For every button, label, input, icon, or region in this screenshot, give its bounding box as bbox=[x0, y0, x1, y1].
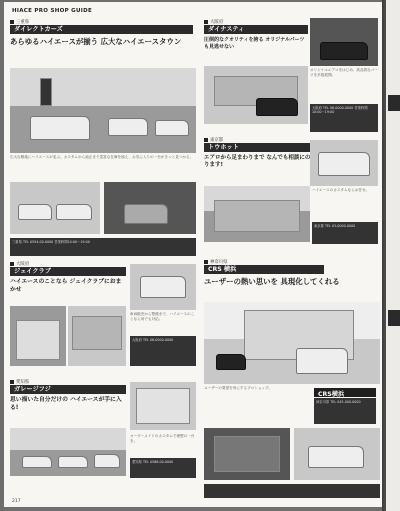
shop-address: 東京都 TEL 03-0000-0000 bbox=[312, 222, 378, 244]
page-tab bbox=[388, 310, 400, 326]
page-header: HIACE PRO SHOP GUIDE bbox=[12, 8, 93, 14]
shop-photo bbox=[130, 264, 196, 310]
shop-name: ジェイクラブ bbox=[10, 267, 126, 276]
shop-photo bbox=[10, 68, 196, 153]
shop-region: 神奈川県 bbox=[204, 258, 380, 265]
shop-garage-fuji bbox=[10, 378, 126, 426]
shop-photo bbox=[68, 306, 126, 366]
shop-description: オーダーメイドのカスタムで理想の一台を。 bbox=[130, 434, 195, 443]
shop-address: 大阪府 TEL 06-0000-0000 bbox=[130, 336, 196, 366]
shop-region: 三重県 bbox=[10, 18, 193, 25]
region-marker-icon bbox=[10, 262, 14, 266]
shop-touhot bbox=[204, 136, 314, 180]
region-marker-icon bbox=[204, 20, 208, 24]
shop-name: ガレージフジ bbox=[10, 385, 126, 394]
shop-region: 東京都 bbox=[204, 136, 314, 143]
shop-photo bbox=[104, 182, 196, 234]
shop-description: ハイエースのカスタムならお任せ。 bbox=[312, 188, 370, 192]
shop-address: 神奈川県 TEL 045-000-0000 bbox=[314, 398, 376, 424]
shop-region: 大阪府 bbox=[204, 18, 308, 25]
page-tab bbox=[388, 95, 400, 111]
shop-crs-yokohama bbox=[204, 258, 380, 302]
shop-address: 三重県 TEL 0594-00-0000 営業時間10:00〜19:00 bbox=[10, 238, 196, 256]
crs-badge: CRS横浜 bbox=[314, 388, 376, 397]
shop-j-club bbox=[10, 260, 126, 304]
shop-address: 愛知県 TEL 0566-00-0000 bbox=[130, 458, 196, 478]
shop-name: ダイレクトカーズ bbox=[10, 25, 193, 34]
shop-photo bbox=[204, 428, 290, 480]
shop-photo bbox=[10, 182, 100, 234]
shop-photo bbox=[204, 302, 380, 384]
region-marker-icon bbox=[10, 380, 14, 384]
shop-photo bbox=[310, 140, 378, 186]
region-marker-icon bbox=[204, 138, 208, 142]
shop-photo bbox=[310, 18, 378, 66]
next-page-edge bbox=[386, 0, 400, 511]
shop-footer-info bbox=[204, 484, 380, 498]
shop-region: 大阪府 bbox=[10, 260, 126, 267]
shop-address: 大阪府 TEL 06-0000-0000 営業時間10:00〜19:00 bbox=[310, 104, 378, 132]
page-number: 217 bbox=[12, 499, 21, 504]
shop-name: CRS 横浜 bbox=[204, 265, 324, 274]
shop-photo bbox=[130, 382, 196, 430]
shop-catchphrase: ハイエースのことなら ジェイクラブにおまかせ bbox=[10, 279, 122, 293]
shop-photo bbox=[204, 186, 310, 242]
region-marker-icon bbox=[10, 20, 14, 24]
shop-description: オリジナルエアロをはじめ、高品質なパーツを多数展開。 bbox=[310, 68, 378, 77]
shop-photo bbox=[10, 306, 66, 366]
shop-catchphrase: 思い描いた自分だけの ハイエースが手に入る! bbox=[10, 397, 122, 411]
shop-catchphrase: ユーザーの熱い思いを 具現化してくれる bbox=[204, 277, 340, 286]
shop-description: 広大な敷地にハイエースが並ぶ。カスタムから純正まで豊富な在庫を揃え、お気に入りの一台がきっと見つかる。 bbox=[10, 155, 194, 159]
shop-catchphrase: あらゆるハイエースが揃う 広大なハイエースタウン bbox=[10, 37, 182, 46]
shop-description: 車両販売から整備まで、ハイエースのことなら何でも対応。 bbox=[130, 312, 195, 321]
shop-region: 愛知県 bbox=[10, 378, 126, 385]
shop-photo bbox=[294, 428, 380, 480]
shop-name: トウホット bbox=[204, 143, 314, 152]
shop-dynasty bbox=[204, 18, 308, 62]
shop-catchphrase: 圧倒的なクオリティを誇る オリジナルパーツも見逃せない bbox=[204, 37, 305, 50]
region-marker-icon bbox=[204, 260, 208, 264]
magazine-page bbox=[4, 2, 382, 507]
shop-description: ユーザーの要望を形にするプロショップ。 bbox=[204, 386, 272, 390]
shop-direct-cars bbox=[10, 18, 193, 70]
shop-catchphrase: エアロから足まわりまで なんでも相談にのります! bbox=[204, 155, 311, 168]
shop-photo bbox=[204, 66, 308, 124]
shop-photo bbox=[10, 428, 126, 476]
shop-name: ダイナスティ bbox=[204, 25, 308, 34]
